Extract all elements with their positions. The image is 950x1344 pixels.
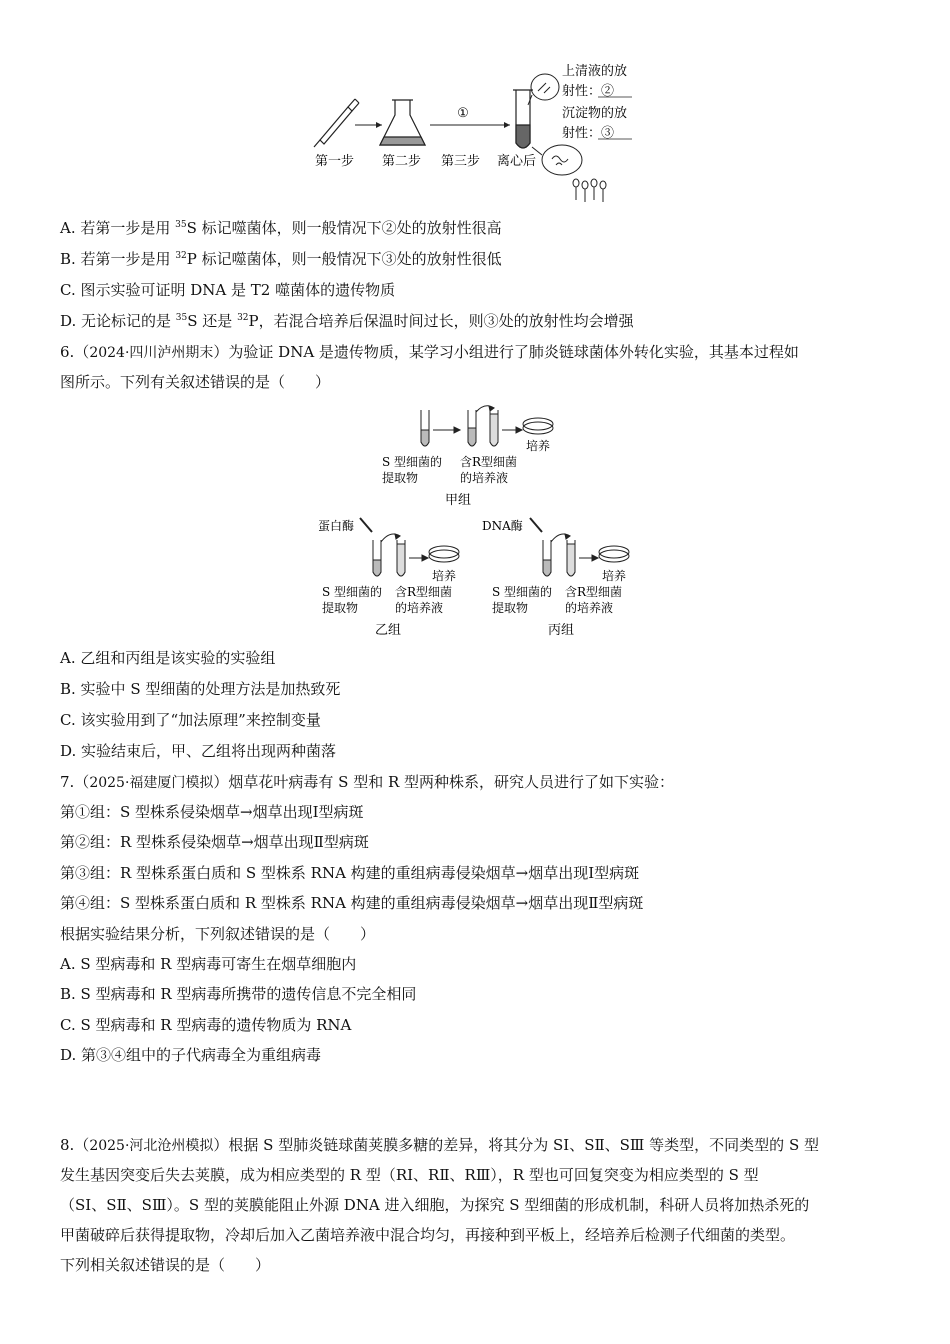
q6-stem-line1: 6.（2024·四川泸州期末）为验证 DNA 是遗传物质，某学习小组进行了肺炎链球菌体外转化实验，其基本过程如 [60,343,799,361]
jia-r-medium-l2: 的培养液 [460,471,509,485]
protease-label: 蛋白酶 [318,519,355,533]
q7-option-d: D. 第③④组中的子代病毒全为重组病毒 [60,1046,322,1064]
bing-s-extract-l2: 提取物 [492,601,529,615]
q7-source: 2025·福建厦门模拟 [89,775,214,791]
q8-stem-line2: 发生基因突变后失去荚膜，成为相应类型的 R 型（RⅠ、RⅡ、RⅢ），R 型也可回复突变为相应类型的 S 型 [60,1166,759,1184]
bing-r-medium-l2: 的培养液 [565,601,614,615]
jia-s-extract-l1: S 型细菌的 [382,455,443,469]
jia-s-extract-l2: 提取物 [382,471,419,485]
q7-group-1: 第①组：S 型株系侵染烟草→烟草出现Ⅰ型病斑 [60,803,364,821]
group-yi-label: 乙组 [375,623,402,638]
group-bing-apparatus [530,518,629,576]
q7-group-4: 第④组：S 型株系蛋白质和 R 型株系 RNA 构建的重组病毒侵染烟草→烟草出现Ⅱ型病斑 [60,894,644,912]
transformation-experiment-figure [300,400,660,645]
q6-option-b: B. 实验中 S 型细菌的处理方法是加热致死 [60,680,341,698]
label-step1: 第一步 [315,154,355,169]
q7-option-a: A. S 型病毒和 R 型病毒可寄生在烟草细胞内 [60,955,357,973]
jia-culture-label: 培养 [526,439,551,453]
yi-r-medium-l2: 的培养液 [395,601,444,615]
q7-option-b: B. S 型病毒和 R 型病毒所携带的遗传信息不完全相同 [60,985,417,1003]
q5-option-b: B. 若第一步是用 $^{32}$P 标记噬菌体，则一般情况下③处的放射性很低 [60,250,502,268]
flask-icon [380,100,425,145]
yi-s-extract-l2: 提取物 [322,601,359,615]
jia-r-medium-l1: 含R型细菌 [460,455,518,469]
label-sediment-1: 沉淀物的放 [562,106,628,121]
bing-culture-label: 培养 [602,569,627,583]
q6-source: 2024·四川泸州期末 [89,345,214,361]
step-circle-1: ① [457,106,469,121]
label-sediment-2: 射性：③ [562,126,615,141]
labeling-pipette-icon [314,99,359,147]
q8-source: 2025·河北沧州模拟 [89,1138,214,1154]
bing-r-medium-l1: 含R型细菌 [565,585,623,599]
q6-option-c: C. 该实验用到了“加法原理”来控制变量 [60,711,321,729]
yi-culture-label: 培养 [432,569,457,583]
q8-stem-line5: 下列相关叙述错误的是（ ） [60,1256,271,1274]
yi-r-medium-l1: 含R型细菌 [395,585,453,599]
label-step2: 第二步 [382,154,422,169]
dnase-label: DNA酶 [482,519,523,533]
q5-option-a: A. 若第一步是用 $^{35}$S 标记噬菌体，则一般情况下②处的放射性很高 [60,219,502,237]
q7-stem-line1: 7.（2025·福建厦门模拟）烟草花叶病毒有 S 型和 R 型两种株系，研究人员进行了如下实验： [60,773,675,791]
q7-stem-question: 根据实验结果分析，下列叙述错误的是（ ） [60,925,376,943]
q8-stem-line4: 甲菌破碎后获得提取物，冷却后加入乙菌培养液中混合均匀，再接种到平板上，经培养后检测子代细菌的类型。 [60,1226,796,1244]
q8-stem-line1: 8.（2025·河北沧州模拟）根据 S 型肺炎链球菌荚膜多糖的差异，将其分为 SⅠ、SⅡ、SⅢ 等类型，不同类型的 S 型 [60,1136,819,1154]
label-supernatant-1: 上清液的放 [562,64,628,79]
label-step3: 第三步 [441,154,481,169]
q6-stem-line2: 图所示。下列有关叙述错误的是（ ） [60,373,331,391]
q6-option-a: A. 乙组和丙组是该实验的实验组 [60,649,276,667]
phage-experiment-figure [300,55,660,215]
q7-option-c: C. S 型病毒和 R 型病毒的遗传物质为 RNA [60,1016,352,1034]
q5-option-d: D. 无论标记的是 $^{35}$S 还是 $^{32}$P，若混合培养后保温时间过长，则③处的放射性均会增强 [60,312,634,330]
q5-option-c: C. 图示实验可证明 DNA 是 T2 噬菌体的遗传物质 [60,281,396,299]
q7-group-3: 第③组：R 型株系蛋白质和 S 型株系 RNA 构建的重组病毒侵染烟草→烟草出现Ⅰ型病斑 [60,864,640,882]
bing-s-extract-l1: S 型细菌的 [492,585,553,599]
q7-group-2: 第②组：R 型株系侵染烟草→烟草出现Ⅱ型病斑 [60,833,369,851]
q6-option-d: D. 实验结束后，甲、乙组将出现两种菌落 [60,742,337,760]
group-bing-label: 丙组 [548,623,575,638]
label-supernatant-2: 射性：② [562,84,615,99]
label-centrifuge: 离心后 [497,154,537,169]
yi-s-extract-l1: S 型细菌的 [322,585,383,599]
q8-stem-line3: （SⅠ、SⅡ、SⅢ）。S 型的荚膜能阻止外源 DNA 进入细胞，为探究 S 型细菌的形成机制，科研人员将加热杀死的 [60,1196,810,1214]
group-jia-label: 甲组 [445,493,472,508]
sediment-bubble-icon [532,145,582,175]
phage-icons [573,179,606,202]
group-yi-apparatus [360,518,459,576]
